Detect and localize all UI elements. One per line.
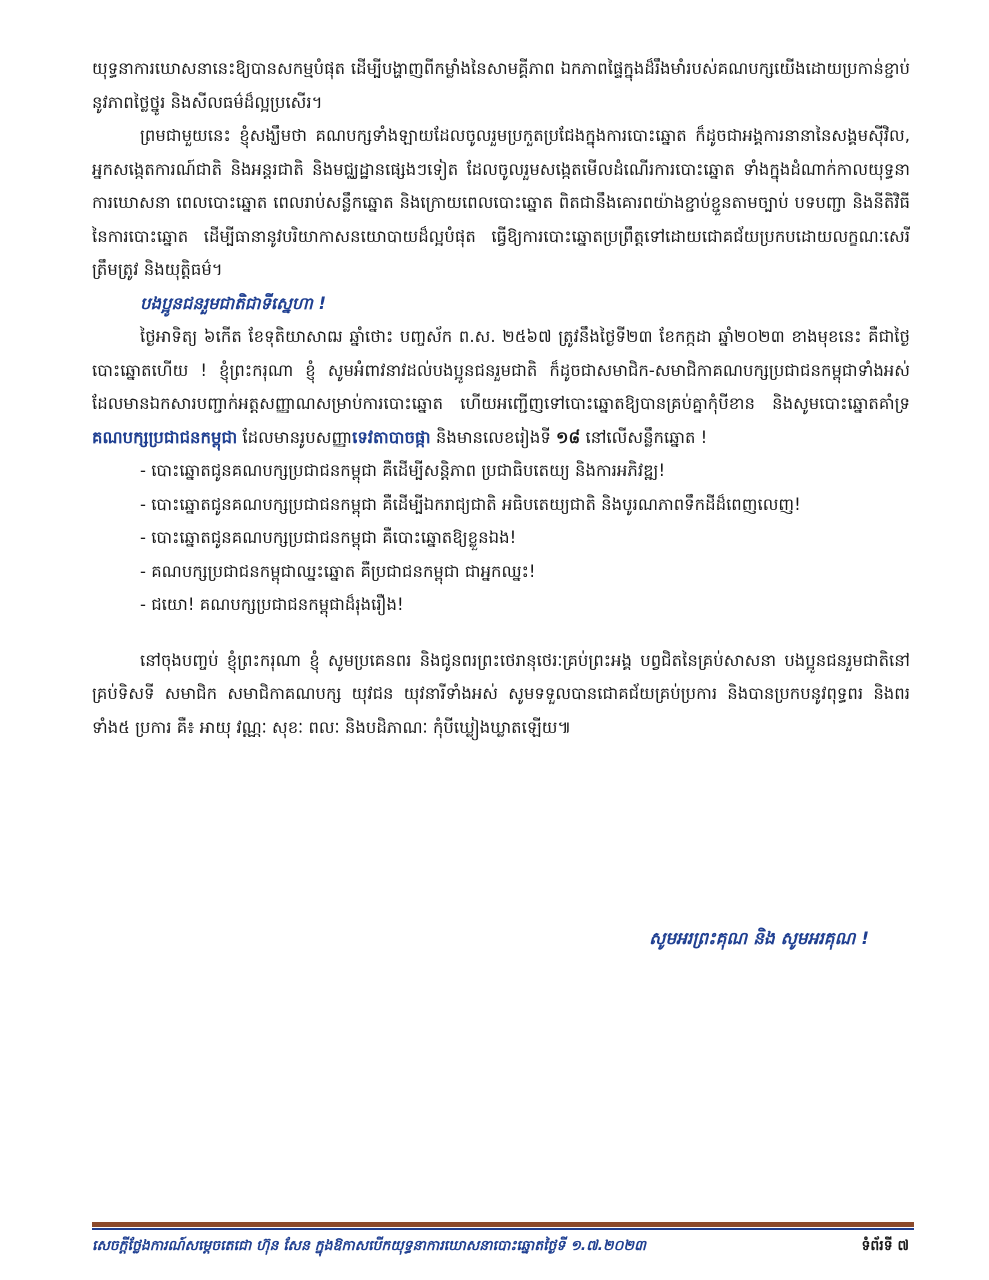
list-item: - បោះឆ្នោតជូនគណបក្សប្រជាជនកម្ពុជា គឺបោះឆ្នោតឱ្យខ្លួនឯង! (140, 528, 517, 547)
list-item: - បោះឆ្នោតជូនគណបក្សប្រជាជនកម្ពុជា គឺដើម្បីសន្តិភាព ប្រជាធិបតេយ្យ និងការអភិវឌ្ឍ! (140, 461, 666, 480)
closing-thanks: សូមអរព្រះគុណ និង សូមអរគុណ ! (649, 929, 869, 949)
list-item: - ជយោ! គណបក្សប្រជាជនកម្ពុជាដ៏រុងរឿង! (140, 595, 404, 614)
party-symbol: ទេវតាបាចផ្កា (352, 427, 431, 447)
paragraph-2: ព្រមជាមួយនេះ ខ្ញុំសង្ឃឹមថា គណបក្សទាំងឡាយដែលចូលរួមប្រកួតប្រជែងក្នុងការបោះឆ្នោត ក៏ដូចជាអង្គការនានានៃសង្គមស៊ីវិល, អ្នកសង្កេតការណ៍ជាតិ និងអន្តរជាតិ និងមជ្ឈដ្ឋានផ្សេងៗទៀត ដែលចូលរួមសង្កេតមើលដំណើរការបោះឆ្នោត ទាំងក្នុងដំណាក់កាលយុទ្ធនាការឃោសនា ពេលបោះឆ្នោត ពេលរាប់សន្លឹកឆ្នោត និងក្រោយពេលបោះឆ្នោត ពិតជានឹងគោរពយ៉ាងខ្ជាប់ខ្ជួនតាមច្បាប់ បទបញ្ជា និងនីតិវិធីនៃការបោះឆ្នោត ដើម្បីធានានូវបរិយាកាសនយោបាយដ៏ល្អបំផុត ធ្វើឱ្យការបោះឆ្នោតប្រព្រឹត្តទៅដោយជោគជ័យប្រកបដោយលក្ខណៈសេរី ត្រឹមត្រូវ និងយុត្តិធម៌។ (92, 126, 910, 279)
paragraph-1: យុទ្ធនាការឃោសនានេះឱ្យបានសកម្មបំផុត ដើម្បីបង្ហាញពីកម្លាំងនៃសាមគ្គីភាព ឯកភាពផ្ទៃក្នុងដ៏រឹងមាំរបស់គណបក្សយើងដោយប្រកាន់ខ្ជាប់នូវភាពថ្លៃថ្នូរ និងសីលធម៌ដ៏ល្អប្រសើរ។ (92, 59, 910, 112)
paragraph-3 (92, 320, 910, 454)
paragraph-3-a: ថ្ងៃអាទិត្យ ៦កើត ខែទុតិយាសាឍ ឆ្នាំថោះ បញ្ចស័ក ព.ស. ២៥៦៧ ត្រូវនឹងថ្ងៃទី២៣ ខែកក្កដា ឆ្នាំ២០២៣ ខាងមុខនេះ គឺជាថ្ងៃបោះឆ្នោតហើយ ! ខ្ញុំព្រះករុណា ខ្ញុំ សូមអំពាវនាវដល់បងប្អូនជនរួមជាតិ ក៏ដូចជាសមាជិក-សមាជិកាគណបក្សប្រជាជនកម្ពុជាទាំងអស់ ដែលមានឯកសារបញ្ជាក់អត្តសញ្ញាណសម្រាប់ការបោះឆ្នោត ហើយអញ្ជើញទៅបោះឆ្នោតឱ្យបានគ្រប់គ្នាកុំបីខាន និងសូមបោះឆ្នោតគាំទ្រ (92, 327, 910, 413)
party-name: គណបក្សប្រជាជនកម្ពុជា (92, 427, 238, 447)
page-number: ទំព័រទី ៧ (861, 1238, 909, 1254)
paragraph-3-d: នៅលើសន្លឹកឆ្នោត ! (580, 427, 708, 447)
list-item: - បោះឆ្នោតជូនគណបក្សប្រជាជនកម្ពុជា គឺដើម្បីឯករាជ្យជាតិ អធិបតេយ្យជាតិ និងបូរណភាពទឹកដីដ៏ពេញលេញ! (140, 494, 801, 514)
slogan-list (92, 454, 910, 622)
paragraph-4: នៅចុងបញ្ចប់ ខ្ញុំព្រះករុណា ខ្ញុំ សូមប្រគេនពរ និងជូនពរព្រះថេរានុថេរៈគ្រប់ព្រះអង្គ បព្វជិតនៃគ្រប់សាសនា បងប្អូនជនរួមជាតិនៅគ្រប់ទិសទី សមាជិក សមាជិកាគណបក្ស យុវជន យុវនារីទាំងអស់ សូមទទួលបានជោគជ័យគ្រប់ប្រការ និងបានប្រកបនូវពុទ្ធពរ និងពរ ទាំង៥ ប្រការ គឺ៖ អាយុ វណ្ណៈ សុខៈ ពលៈ និងបដិភាណៈ កុំបីឃ្លៀងឃ្លាតឡើយ៕ (92, 650, 910, 737)
spacer (92, 622, 910, 644)
footer-divider-secondary (92, 1228, 914, 1230)
footer-divider (92, 1222, 914, 1227)
greeting-heading: បងប្អូនជនរួមជាតិជាទីស្នេហា ! (140, 293, 327, 313)
list-item: - គណបក្សប្រជាជនកម្ពុជាឈ្នះឆ្នោត គឺប្រជាជនកម្ពុជា ជាអ្នកឈ្នះ! (140, 561, 536, 581)
paragraph-3-c: និងមានលេខរៀងទី (430, 427, 557, 447)
ballot-number: ១៨ (556, 427, 581, 447)
footer-caption: សេចក្តីថ្លែងការណ៍សម្តេចតេជោ ហ៊ុន សែន ក្នុងឱកាសបើកយុទ្ធនាការឃោសនាបោះឆ្នោតថ្ងៃទី ១.៧.២០២៣ (92, 1238, 646, 1254)
body-text (92, 52, 910, 744)
paragraph-3-b: ដែលមានរូបសញ្ញា (237, 427, 353, 447)
